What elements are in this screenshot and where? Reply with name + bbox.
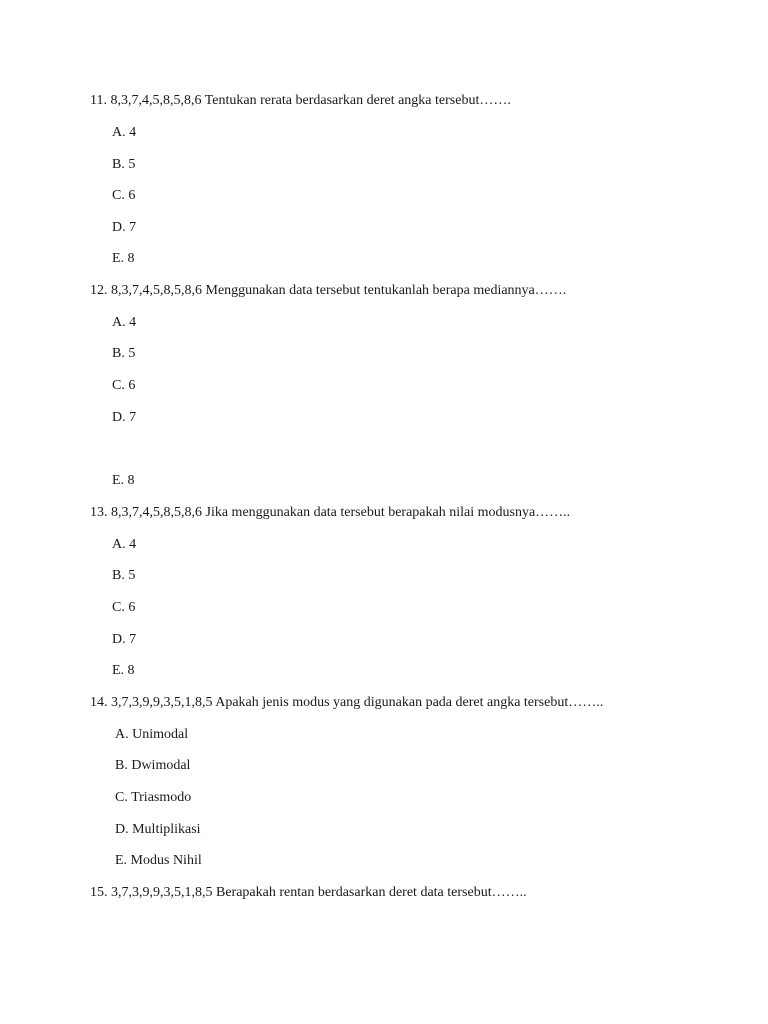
- q13-option-d: D. 7: [112, 632, 137, 647]
- q12-option-b: B. 5: [112, 346, 136, 361]
- q13-option-a: A. 4: [112, 537, 137, 552]
- question-14: 14. 3,7,3,9,9,3,5,1,8,5 Apakah jenis modus yang digunakan pada deret angka tersebut……..: [90, 695, 604, 710]
- q11-option-a: A. 4: [112, 125, 137, 140]
- q12-option-a: A. 4: [112, 315, 137, 330]
- question-13: 13. 8,3,7,4,5,8,5,8,6 Jika menggunakan data tersebut berapakah nilai modusnya……..: [90, 505, 571, 520]
- question-15: 15. 3,7,3,9,9,3,5,1,8,5 Berapakah rentan berdasarkan deret data tersebut……..: [90, 885, 527, 900]
- q13-option-c: C. 6: [112, 600, 136, 615]
- q12-option-e: E. 8: [112, 473, 135, 488]
- q11-option-c: C. 6: [112, 188, 136, 203]
- q11-option-d: D. 7: [112, 220, 137, 235]
- question-12: 12. 8,3,7,4,5,8,5,8,6 Menggunakan data tersebut tentukanlah berapa mediannya…….: [90, 283, 567, 298]
- q12-option-c: C. 6: [112, 378, 136, 393]
- q13-option-b: B. 5: [112, 568, 136, 583]
- q14-option-e: E. Modus Nihil: [115, 853, 202, 868]
- q14-option-c: C. Triasmodo: [115, 790, 192, 805]
- question-11: 11. 8,3,7,4,5,8,5,8,6 Tentukan rerata berdasarkan deret angka tersebut…….: [90, 93, 511, 108]
- q11-option-e: E. 8: [112, 251, 135, 266]
- q14-option-a: A. Unimodal: [115, 727, 189, 742]
- q11-option-b: B. 5: [112, 157, 136, 172]
- q13-option-e: E. 8: [112, 663, 135, 678]
- q14-option-b: B. Dwimodal: [115, 758, 191, 773]
- q14-option-d: D. Multiplikasi: [115, 822, 201, 837]
- q12-option-d: D. 7: [112, 410, 137, 425]
